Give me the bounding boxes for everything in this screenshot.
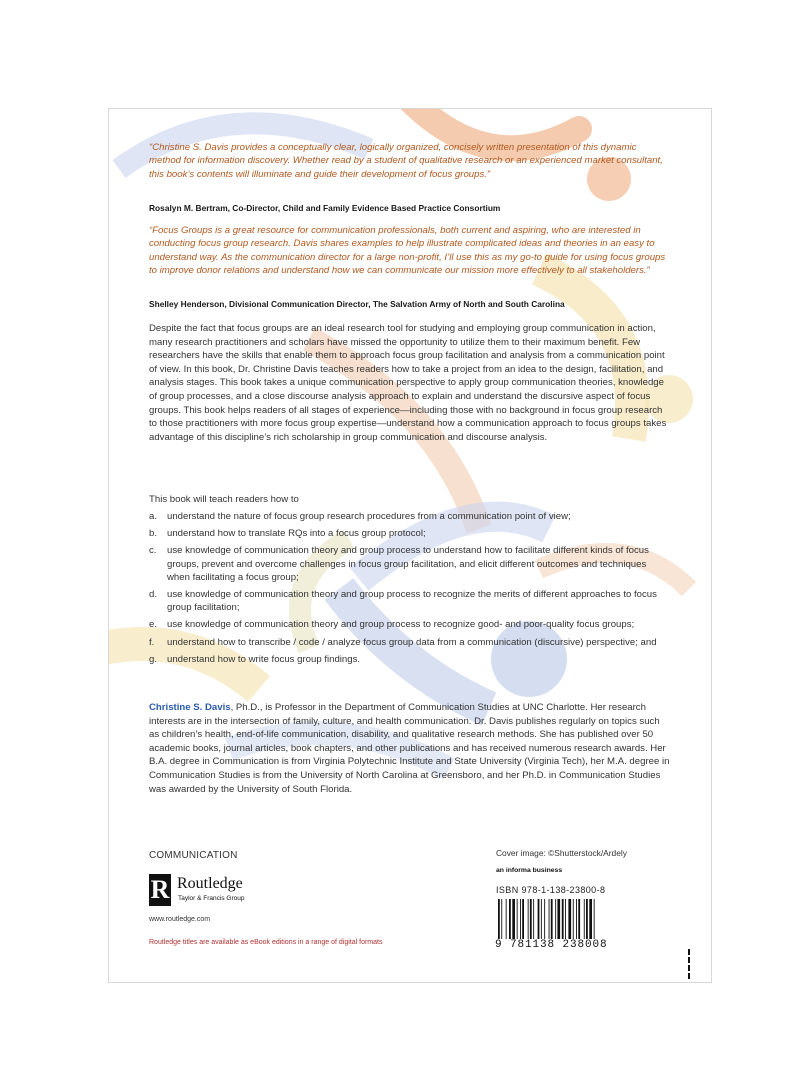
- list-item: [149, 588, 671, 614]
- learning-objectives-list: [149, 510, 671, 670]
- list-item-text: understand the nature of focus group research procedures from a communication point of view;: [167, 511, 571, 522]
- isbn-number: ISBN 978-1-138-23800-8: [496, 885, 606, 895]
- list-intro: This book will teach readers how to: [149, 494, 299, 505]
- list-item-text: understand how to transcribe / code / analyze focus group data from a communication (discursive) perspective; and: [167, 636, 657, 648]
- list-item: [149, 636, 671, 649]
- cover-image-credit: Cover image: ©Shutterstock/Ardely: [496, 848, 627, 858]
- list-item: [149, 653, 671, 666]
- list-item-text: understand how to translate RQs into a focus group protocol;: [167, 528, 426, 540]
- book-description: Despite the fact that focus groups are an ideal research tool for studying and employing group communication in action, many research practitioners and scholars have missed the opportunity to utilize them to their maximum benefit. Few researchers have the skills that enable them to approach focus group facilitation and analysis from a communication point of view. In this book, Dr. Christine Davis teaches readers how to take a project from an idea to the design, facilitation, and analysis stages. This book takes a unique communication perspective to apply group communication theories, knowledge of group processes, and a close discourse analysis approach to explain and understand the discursive aspect of focus groups. This book helps readers of all stages of experience—including those with no background in focus group research to those practitioners with more focus group expertise—understand how a communication approach to focus groups takes advantage of this discipline’s rich scholarship in group communication and discourse analysis.: [149, 323, 667, 443]
- informa-tagline: an informa business: [496, 867, 563, 874]
- list-item: [149, 510, 671, 523]
- list-item: [149, 544, 671, 584]
- publisher-website: www.routledge.com: [149, 916, 211, 923]
- publisher-group: Taylor & Francis Group: [178, 895, 245, 902]
- publisher-name: Routledge: [177, 875, 243, 892]
- endorsement-quote-1: “Christine S. Davis provides a conceptually clear, logically organized, concisely written presentation of this dynamic method for information discovery. Whether read by a student of qualitative research or an experienced market consultant, this book’s contents will illuminate and guide their development of focus groups.”: [149, 142, 663, 180]
- book-back-cover: [108, 108, 712, 983]
- routledge-r-icon: R: [150, 875, 170, 904]
- list-item-text: use knowledge of communication theory and group process to recognize good- and poor-quality focus groups;: [167, 619, 635, 631]
- cut-mark-divider: [688, 949, 692, 979]
- list-marker: e.: [149, 619, 158, 631]
- author-bio: [149, 701, 671, 796]
- list-marker: g.: [149, 653, 158, 665]
- list-item-text: use knowledge of communication theory and group process to recognize the merits of different approaches to focus group facilitation;: [167, 589, 657, 614]
- list-marker: b.: [149, 528, 158, 540]
- list-marker: f.: [149, 636, 155, 648]
- publisher-logo: [149, 874, 289, 908]
- list-marker: c.: [149, 545, 157, 557]
- endorsement-quote-2: “Focus Groups is a great resource for communication professionals, both current and aspiring, who are interested in conducting focus group research. Davis shares examples to help illustrate complicated ideas and theories in an easy to understand way. As the communication director for a large non-profit, I’ll use this as my go-to guide for using focus groups to improve donor relations and understand how we can communicate our mission more effectively to all stakeholders.”: [149, 225, 666, 277]
- list-marker: a.: [149, 511, 158, 522]
- ebook-note: Routledge titles are available as eBook editions in a range of digital formats: [149, 939, 383, 946]
- list-item: [149, 618, 671, 631]
- author-bio-text: , Ph.D., is Professor in the Department of Communication Studies at UNC Charlotte. Her research interests are in the intersection of family, culture, and health communication. Dr. Davis publishes regularly on topics such as children’s health, end-of-life communication, disability, and qualitative research methods. She has published over 50 academic books, journal articles, book chapters, and other publications and has received numerous research awards. Her B.A. degree in Communication is from Virginia Polytechnic Institute and State University (Virginia Tech), her M.A. degree in Communication Studies is from the University of North Carolina at Greensboro, and her Ph.D. in Communication Studies was awarded by the University of South Florida.: [149, 702, 670, 795]
- barcode-digits: 9 781138 238008: [494, 939, 636, 951]
- list-marker: d.: [149, 589, 158, 601]
- author-name: Christine S. Davis: [149, 702, 231, 713]
- endorsement-attribution-2: Shelley Henderson, Divisional Communication Director, The Salvation Army of North and South Carolina: [149, 299, 565, 309]
- endorsement-attribution-1: Rosalyn M. Bertram, Co-Director, Child and Family Evidence Based Practice Consortium: [149, 203, 501, 213]
- list-item-text: understand how to write focus group findings.: [167, 653, 361, 665]
- list-item: [149, 527, 671, 540]
- subject-category: COMMUNICATION: [149, 850, 238, 861]
- list-item-text: use knowledge of communication theory and group process to understand how to facilitate different kinds of focus groups, prevent and overcome challenges in focus group facilitation, and elicit different outcomes and techniques when facilitating a focus group;: [167, 545, 649, 583]
